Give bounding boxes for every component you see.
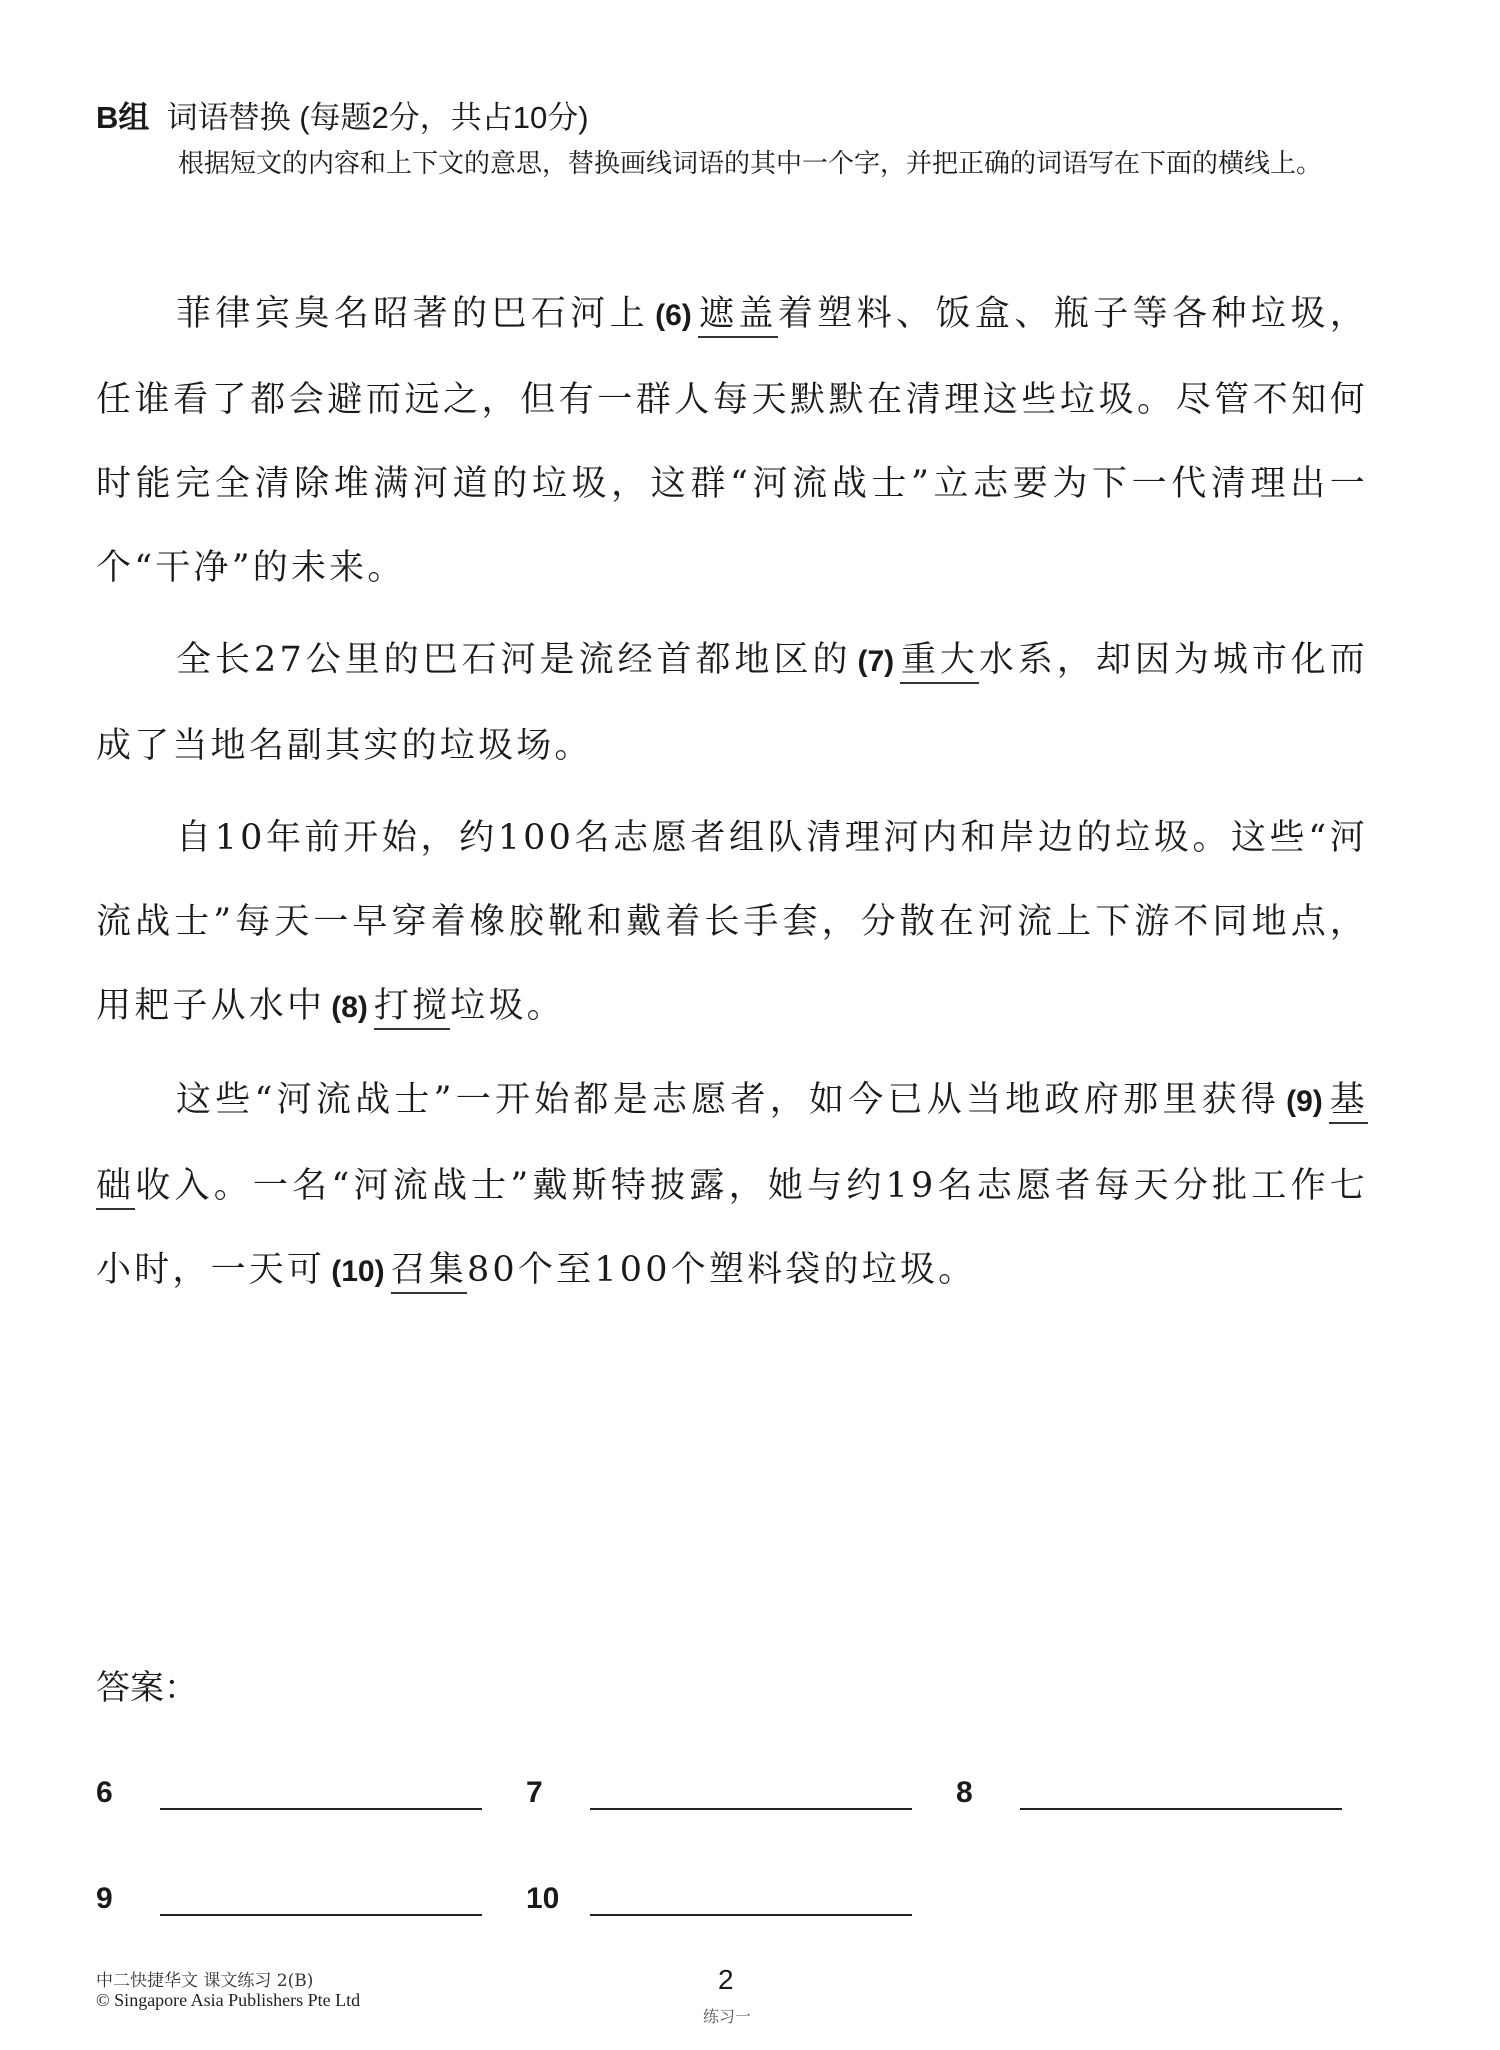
section-label: 练习一 [703, 2007, 752, 2026]
answer-item: 9 [96, 1882, 526, 1916]
underlined-word: 召集 [391, 1250, 467, 1294]
paragraph [96, 618, 1368, 788]
text: 自10年前开始，约100名志愿者组队清理河内和岸边的垃圾。这些“河流战士”每天一早穿着橡胶靴和戴着长手套，分散在河流上下游不同地点，用耙子从水中 [96, 818, 1368, 1026]
answer-line[interactable] [160, 1884, 482, 1916]
answer-line[interactable] [590, 1778, 912, 1810]
text: 这些“河流战士”一开始都是志愿者，如今已从当地政府那里获得 [176, 1080, 1281, 1120]
section-header [96, 92, 589, 137]
paragraph [96, 796, 1368, 1050]
underlined-word: 重大 [900, 640, 979, 684]
passage [96, 272, 1368, 1322]
page-number: 2 [718, 1964, 734, 1995]
footer-copyright: © Singapore Asia Publishers Pte Ltd [96, 1990, 361, 2010]
text: 菲律宾臭名昭著的巴石河上 [176, 294, 650, 334]
group-label: B组 [96, 100, 150, 135]
answer-item: 10 [526, 1882, 956, 1916]
question-number: (9) [1286, 1085, 1323, 1118]
answer-row-2 [96, 1882, 956, 1916]
paragraph [96, 272, 1368, 610]
answer-item: 7 [526, 1776, 956, 1810]
answer-line[interactable] [590, 1884, 912, 1916]
instruction: 根据短文的内容和上下文的意思，替换画线词语的其中一个字，并把正确的词语写在下面的横线上。 [178, 149, 1323, 179]
text: 全长27公里的巴石河是流经首都地区的 [176, 640, 852, 680]
answer-line[interactable] [160, 1778, 482, 1810]
footer-book: 中二快捷华文 课文练习 2(B) [96, 1971, 314, 1991]
question-number: (10) [331, 1255, 385, 1288]
question-number: (7) [857, 645, 895, 678]
underlined-word: 基础 [96, 1080, 1368, 1210]
question-number: (6) [655, 299, 692, 332]
answer-item: 6 [96, 1776, 526, 1810]
answer-row-1 [96, 1776, 1386, 1810]
question-number: (8) [331, 991, 368, 1024]
underlined-word: 遮盖 [698, 294, 778, 338]
answer-line[interactable] [1020, 1778, 1342, 1810]
answer-item: 8 [956, 1776, 1386, 1810]
text: 水系，却因为城市化而成了当地名副其实的垃圾场。 [96, 640, 1368, 766]
paragraph [96, 1058, 1368, 1314]
answer-label: 答案： [96, 1668, 198, 1708]
underlined-word: 打搅 [374, 986, 450, 1030]
text: 着塑料、饭盒、瓶子等各种垃圾，任谁看了都会避而远之，但有一群人每天默默在清理这些垃圾。尽管不知何时能完全清除堆满河道的垃圾，这群“河流战士”立志要为下一代清理出一个“干净”的未来。 [96, 294, 1368, 588]
text: 垃圾。 [450, 986, 565, 1026]
text: 收入。一名“河流战士”戴斯特披露，她与约19名志愿者每天分批工作七小时，一天可 [96, 1166, 1368, 1290]
section-title: 词语替换 (每题2分，共占10分) [166, 100, 589, 135]
text: 80个至100个塑料袋的垃圾。 [466, 1250, 977, 1290]
